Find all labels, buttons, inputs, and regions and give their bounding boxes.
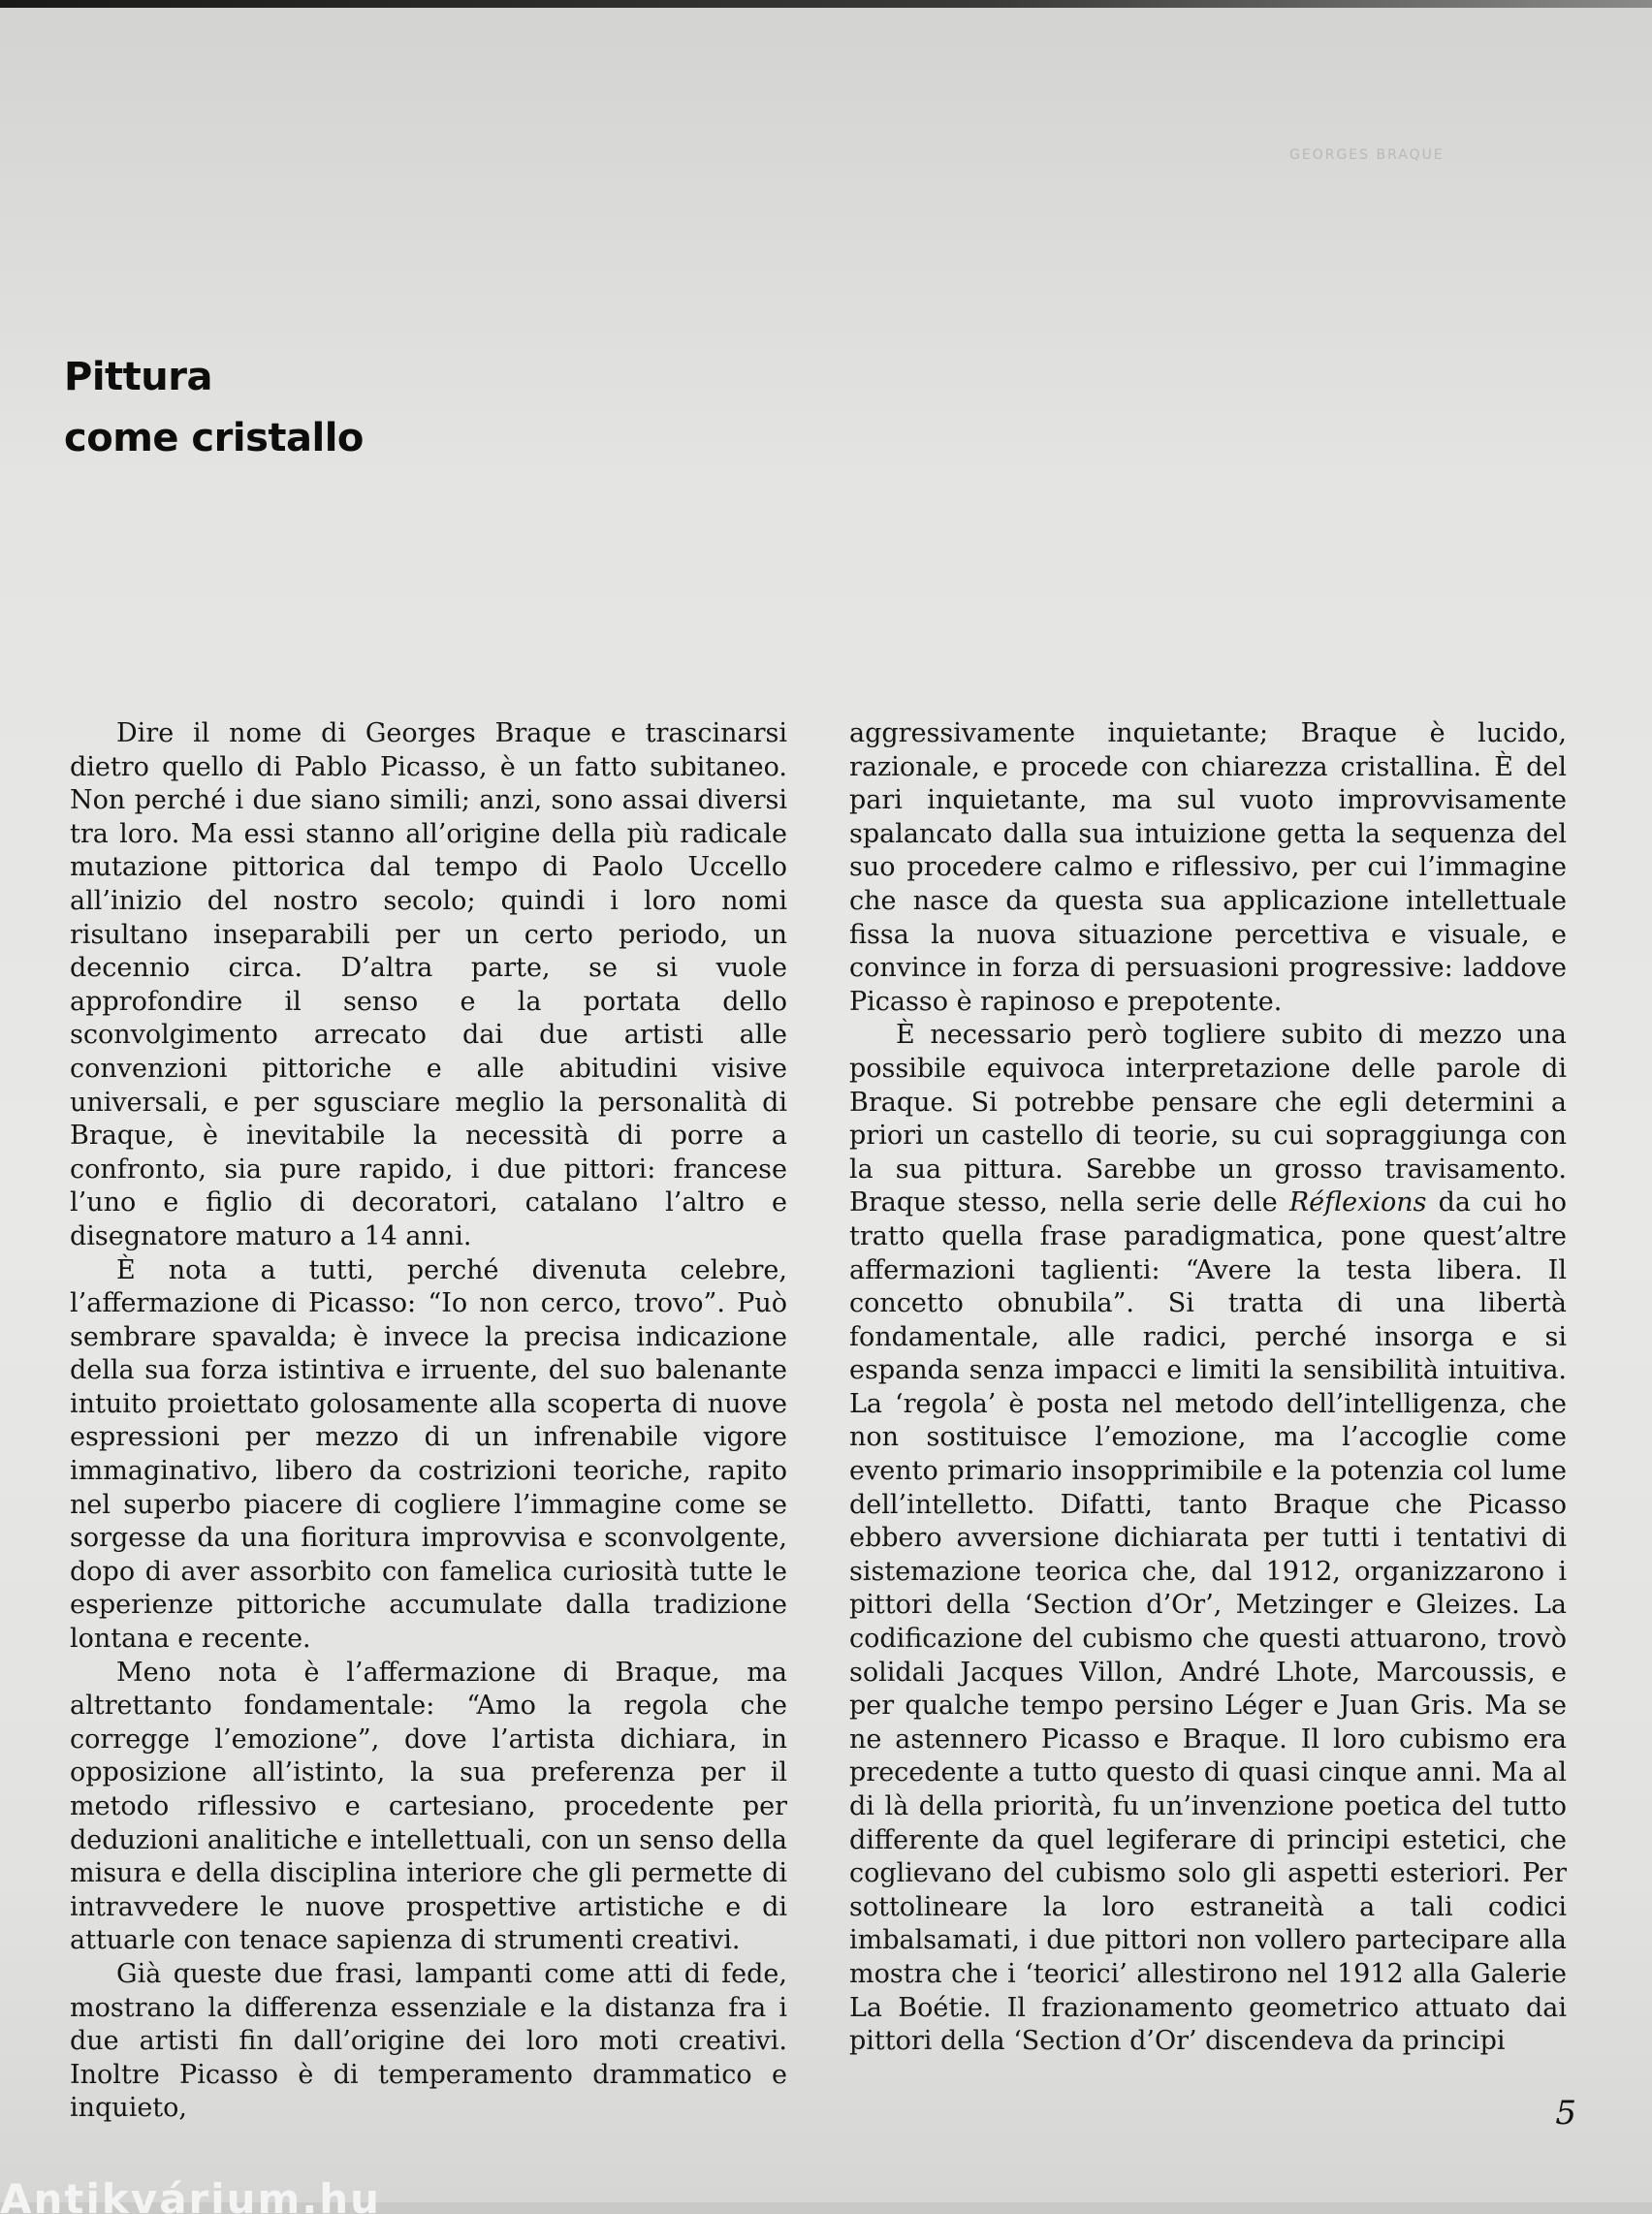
page-number: 5 xyxy=(1555,2094,1576,2133)
paragraph: Dire il nome di Georges Braque e trascinarsi dietro quello di Pablo Picasso, è un fatto subitaneo. Non perché i due siano simili; anzi, sono assai diversi tra loro. Ma essi stanno all’origine della più radicale mutazione pittorica dal tempo di Paolo Uccello all’inizio del nostro secolo; quindi i loro nomi risultano inseparabili per un certo periodo, un decennio circa. D’altra parte, se si vuole approfondire il senso e la portata dello sconvolgimento arrecato dai due artisti alle convenzioni pittoriche e alle abitudini visive universali, e per sgusciare meglio la personalità di Braque, è inevitabile la necessità di porre a confronto, sia pure rapido, i due pittori: francese l’uno e figlio di decoratori, catalano l’altro e disegnatore maturo a 14 anni. xyxy=(70,718,787,1251)
watermark: Antikvárium.hu xyxy=(0,2175,382,2214)
paragraph-text: È necessario però togliere subito di mezzo una possibile equivoca interpretazione delle parole di Braque. Si potrebbe pensare che egli determini a priori un castello di teorie, su cui sopraggiunga con la sua pittura. Sarebbe un grosso travisamento. Braque stesso, nella serie delle xyxy=(849,1020,1567,1218)
paragraph xyxy=(849,1019,1567,2058)
paragraph: È nota a tutti, perché divenuta celebre, l’affermazione di Picasso: “Io non cerco, trovo”. Può sembrare spavalda; è invece la precisa indicazione della sua forza istintiva e irruente, del suo balenante intuito proiettato golosamente alla scoperta di nuove espressioni per mezzo di un infrenabile vigore immaginativo, libero da costrizioni teoriche, rapito nel superbo piacere di cogliere l’immagine come se sorgesse da una fioritura improvvisa e sconvolgente, dopo di aver assorbito con famelica curiosità tutte le esperienze pittoriche accumulate dalla tradizione lontana e recente. xyxy=(70,1254,787,1655)
paragraph-text: da cui ho tratto quella frase paradigmatica, pone quest’altre affermazioni taglienti: “Avere la testa libera. Il concetto obnubila”. Si tratta di una libertà fondamentale, alle radici, perché insorga e si espanda senza impacci e limiti la sensibilità intuitiva. La ‘regola’ è posta nel metodo dell’intelligenza, che non sostituisce l’emozione, ma l’accoglie come evento primario insopprimibile e la potenzia col lume dell’intelletto. Difatti, tanto Braque che Picasso ebbero avversione dichiarata per tutti i tentativi di sistemazione teorica che, dal 1912, organizzarono i pittori della ‘Section d’Or’, Metzinger e Gleizes. La codificazione del cubismo che questi attuarono, trovò solidali Jacques Villon, André Lhote, Marcoussis, e per qualche tempo persino Léger e Juan Gris. Ma se ne astennero Picasso e Braque. Il loro cubismo era precedente a tutto questo di quasi cinque anni. Ma al di là della priorità, fu un’invenzione poetica del tutto differente da quel legiferare di principi estetici, che coglievano del cubismo solo gli aspetti esteriori. Per sottolineare la loro estraneità a tali codici imbalsamati, i due pittori non vollero partecipare alla mostra che i ‘teorici’ allestirono nel 1912 alla Galerie La Boétie. Il frazionamento geometrico attuato dai pittori della ‘Section d’Or’ discendeva da principi xyxy=(849,1187,1567,2057)
paragraph: aggressivamente inquietante; Braque è lucido, razionale, e procede con chiarezza cristallina. È del pari inquietante, ma sul vuoto improvvisamente spalancato dalla sua intuizione getta la sequenza del suo procedere calmo e riflessivo, per cui l’immagine che nasce da questa sua applicazione intellettuale fissa la nuova situazione percettiva e visuale, e convince in forza di persuasioni progressive: laddove Picasso è rapinoso e prepotente. xyxy=(849,718,1567,1017)
right-column xyxy=(849,717,1567,2059)
running-head: GEORGES BRAQUE xyxy=(1289,147,1445,163)
italic-title: Réflexions xyxy=(1288,1187,1427,1218)
article-title xyxy=(64,347,549,469)
paragraph: Meno nota è l’affermazione di Braque, ma altrettanto fondamentale: “Amo la regola che corregge l’emozione”, dove l’artista dichiara, in opposizione all’istinto, la sua preferenza per il metodo riflessivo e cartesiano, procedente per deduzioni analitiche e intellettuali, con un senso della misura e della disciplina interiore che gli permette di intravvedere le nuove prospettive artistiche e di attuarle con tenace sapienza di strumenti creativi. xyxy=(70,1657,787,1956)
paragraph: Già queste due frasi, lampanti come atti di fede, mostrano la differenza essenziale e la distanza fra i due artisti fin dall’origine dei loro moti creativi. Inoltre Picasso è di temperamento drammatico e inquieto, xyxy=(70,1958,787,2124)
left-column xyxy=(70,717,787,2126)
title-line-2: come cristallo xyxy=(64,416,364,460)
top-edge-shadow xyxy=(0,0,1652,8)
title-line-1: Pittura xyxy=(64,355,212,399)
